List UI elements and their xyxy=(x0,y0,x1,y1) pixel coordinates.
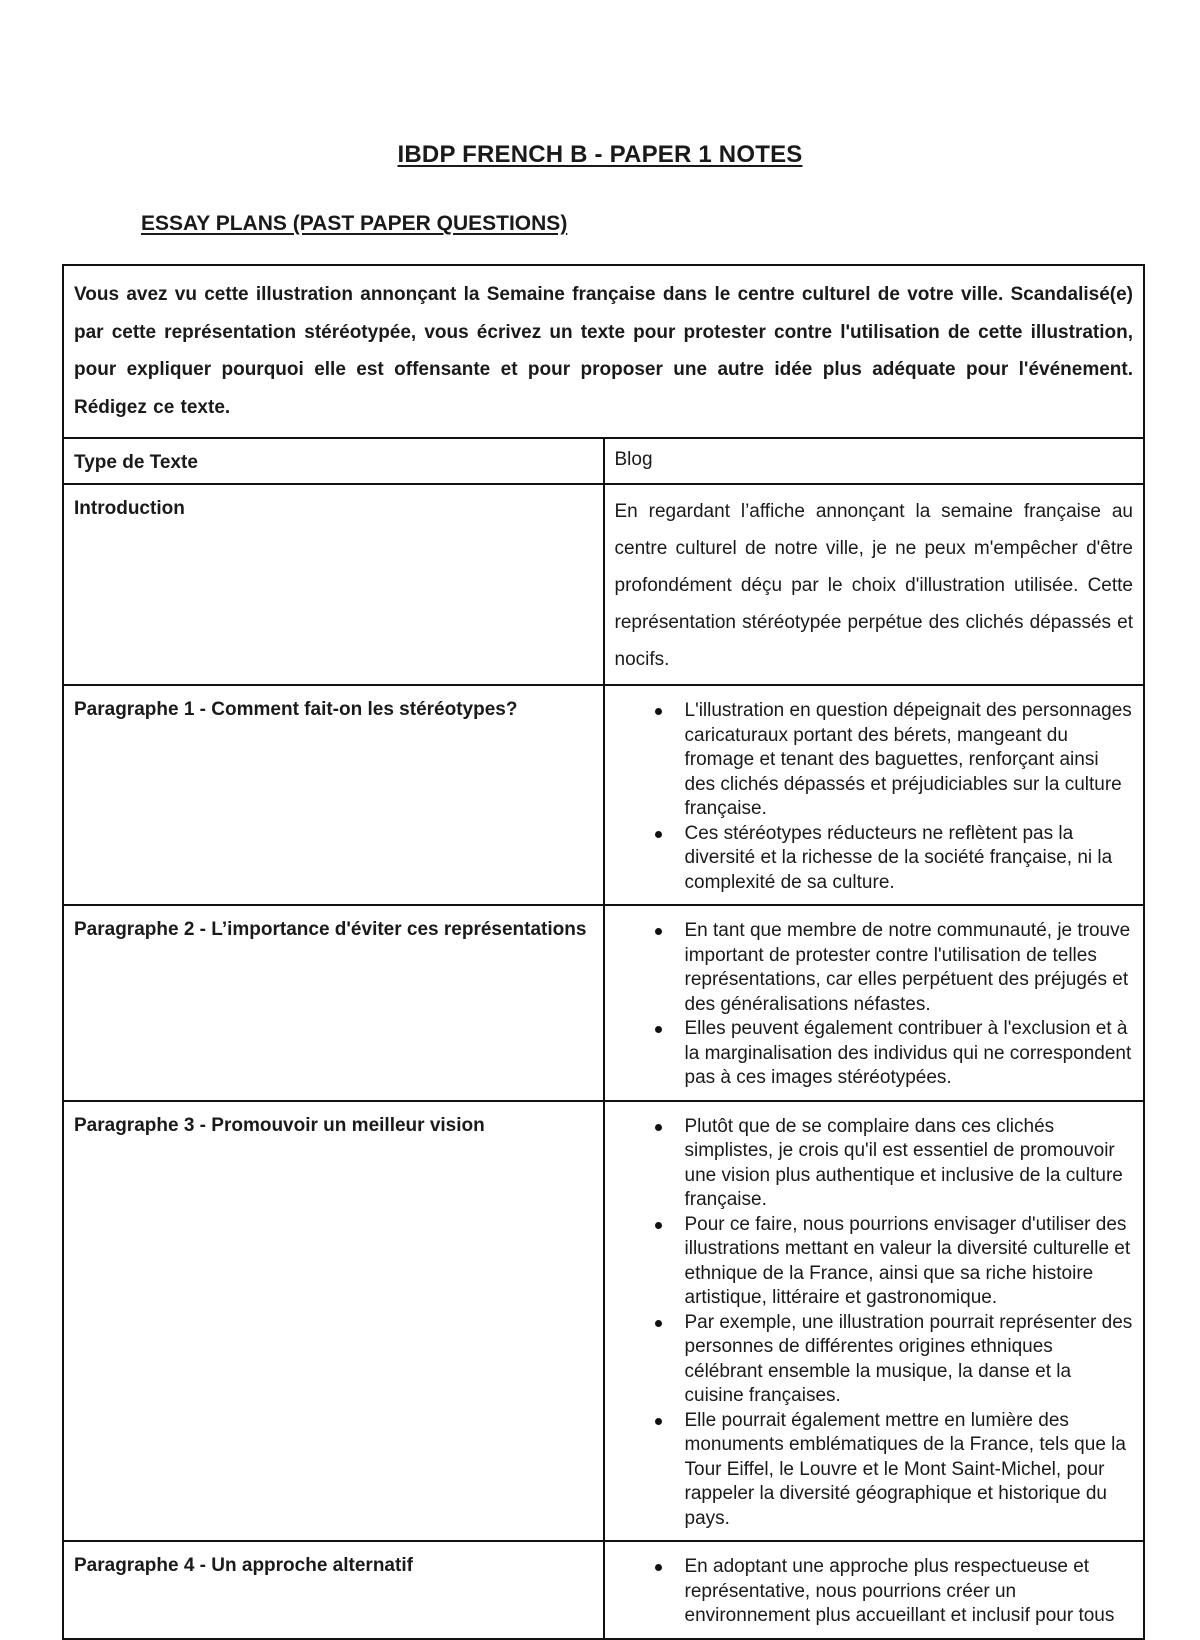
bullet-icon xyxy=(655,831,662,838)
list-item-text: Par exemple, une illustration pourrait représenter des personnes de différentes origines ethniques célébrant ensemble la musique, la danse et la cuisine françaises. xyxy=(684,1311,1133,1406)
row-content xyxy=(604,685,1145,905)
table-row xyxy=(63,438,1144,484)
bullet-icon xyxy=(655,1026,662,1033)
list-item xyxy=(685,919,1134,1017)
table-row xyxy=(63,685,1144,905)
row-label: Paragraphe 4 - Un approche alternatif xyxy=(63,1541,604,1639)
bullet-icon xyxy=(655,708,662,715)
bullet-icon xyxy=(655,1124,662,1131)
list-item-text: Plutôt que de se complaire dans ces clichés simplistes, je crois qu'il est essentiel de promouvoir une vision plus authentique et inclusive de la culture française. xyxy=(684,1115,1123,1210)
list-item xyxy=(685,1115,1134,1213)
row-content xyxy=(604,1101,1145,1542)
essay-plan-table xyxy=(62,264,1145,1640)
list-item-text: Elle pourrait également mettre en lumière des monuments emblématiques de la France, tels que la Tour Eiffel, le Louvre et le Mont Saint-Michel, pour rappeler la diversité géographique et historique du pays. xyxy=(684,1409,1126,1529)
row-label: Paragraphe 2 - L’importance d'éviter ces représentations xyxy=(63,905,604,1101)
row-content xyxy=(604,1541,1145,1639)
list-item-text: Elles peuvent également contribuer à l'exclusion et à la marginalisation des individus qui ne correspondent pas à ces images stéréotypées. xyxy=(684,1018,1132,1088)
bullet-icon xyxy=(655,1222,662,1229)
row-label: Type de Texte xyxy=(63,438,604,484)
question-row xyxy=(63,265,1144,438)
row-content xyxy=(604,905,1145,1101)
list-item xyxy=(685,1555,1134,1629)
table-row xyxy=(63,905,1144,1101)
page-title: IBDP FRENCH B - PAPER 1 NOTES xyxy=(397,141,803,168)
row-content: En regardant l’affiche annonçant la semaine française au centre culturel de notre ville, je ne peux m'empêcher d'être profondément déçu par le choix d'illustration utilisée. Cette représentation stéréotypée perpétue des clichés dépassés et nocifs. xyxy=(604,484,1145,685)
list-item-text: En adoptant une approche plus respectueuse et représentative, nous pourrions créer un environnement plus accueillant et inclusif pour tous xyxy=(684,1556,1115,1626)
bullet-icon xyxy=(655,1564,662,1571)
bullet-icon xyxy=(655,1320,662,1327)
section-heading: ESSAY PLANS (PAST PAPER QUESTIONS) xyxy=(141,212,568,235)
list-item xyxy=(685,1311,1134,1409)
list-item-text: En tant que membre de notre communauté, je trouve important de protester contre l'utilisation de telles représentations, car elles perpétuent des préjugés et des généralisations néfastes. xyxy=(684,920,1131,1015)
row-label: Paragraphe 3 - Promouvoir un meilleur vision xyxy=(63,1101,604,1542)
bullet-icon xyxy=(655,1418,662,1425)
list-item-text: Ces stéréotypes réducteurs ne reflètent pas la diversité et la richesse de la société française, ni la complexité de sa culture. xyxy=(684,822,1113,893)
list-item xyxy=(685,822,1134,896)
list-item-text: L'illustration en question dépeignait des personnages caricaturaux portant des bérets, mangeant du fromage et tenant des baguettes, renforçant ainsi des clichés dépassés et préjudiciables sur la culture française. xyxy=(684,700,1132,819)
list-item xyxy=(685,1213,1134,1311)
table-row xyxy=(63,484,1144,685)
list-item xyxy=(685,1017,1134,1091)
row-content: Blog xyxy=(604,438,1145,484)
list-item-text: Pour ce faire, nous pourrions envisager d'utiliser des illustrations mettant en valeur la diversité culturelle et ethnique de la France, ainsi que sa riche histoire artistique, littéraire et gastronomique. xyxy=(684,1213,1131,1308)
list-item xyxy=(685,699,1134,822)
table-row xyxy=(63,1541,1144,1639)
bullet-icon xyxy=(655,928,662,935)
row-label: Paragraphe 1 - Comment fait-on les stéréotypes? xyxy=(63,685,604,905)
list-item xyxy=(685,1409,1134,1532)
question-prompt: Vous avez vu cette illustration annonçant la Semaine française dans le centre culturel de votre ville. Scandalisé(e) par cette représentation stéréotypée, vous écrivez un texte pour protester contre l'utilisation de cette illustration, pour expliquer pourquoi elle est offensante et pour proposer une autre idée plus adéquate pour l'événement. Rédigez ce texte. xyxy=(63,265,1144,438)
table-row xyxy=(63,1101,1144,1542)
row-label: Introduction xyxy=(63,484,604,685)
